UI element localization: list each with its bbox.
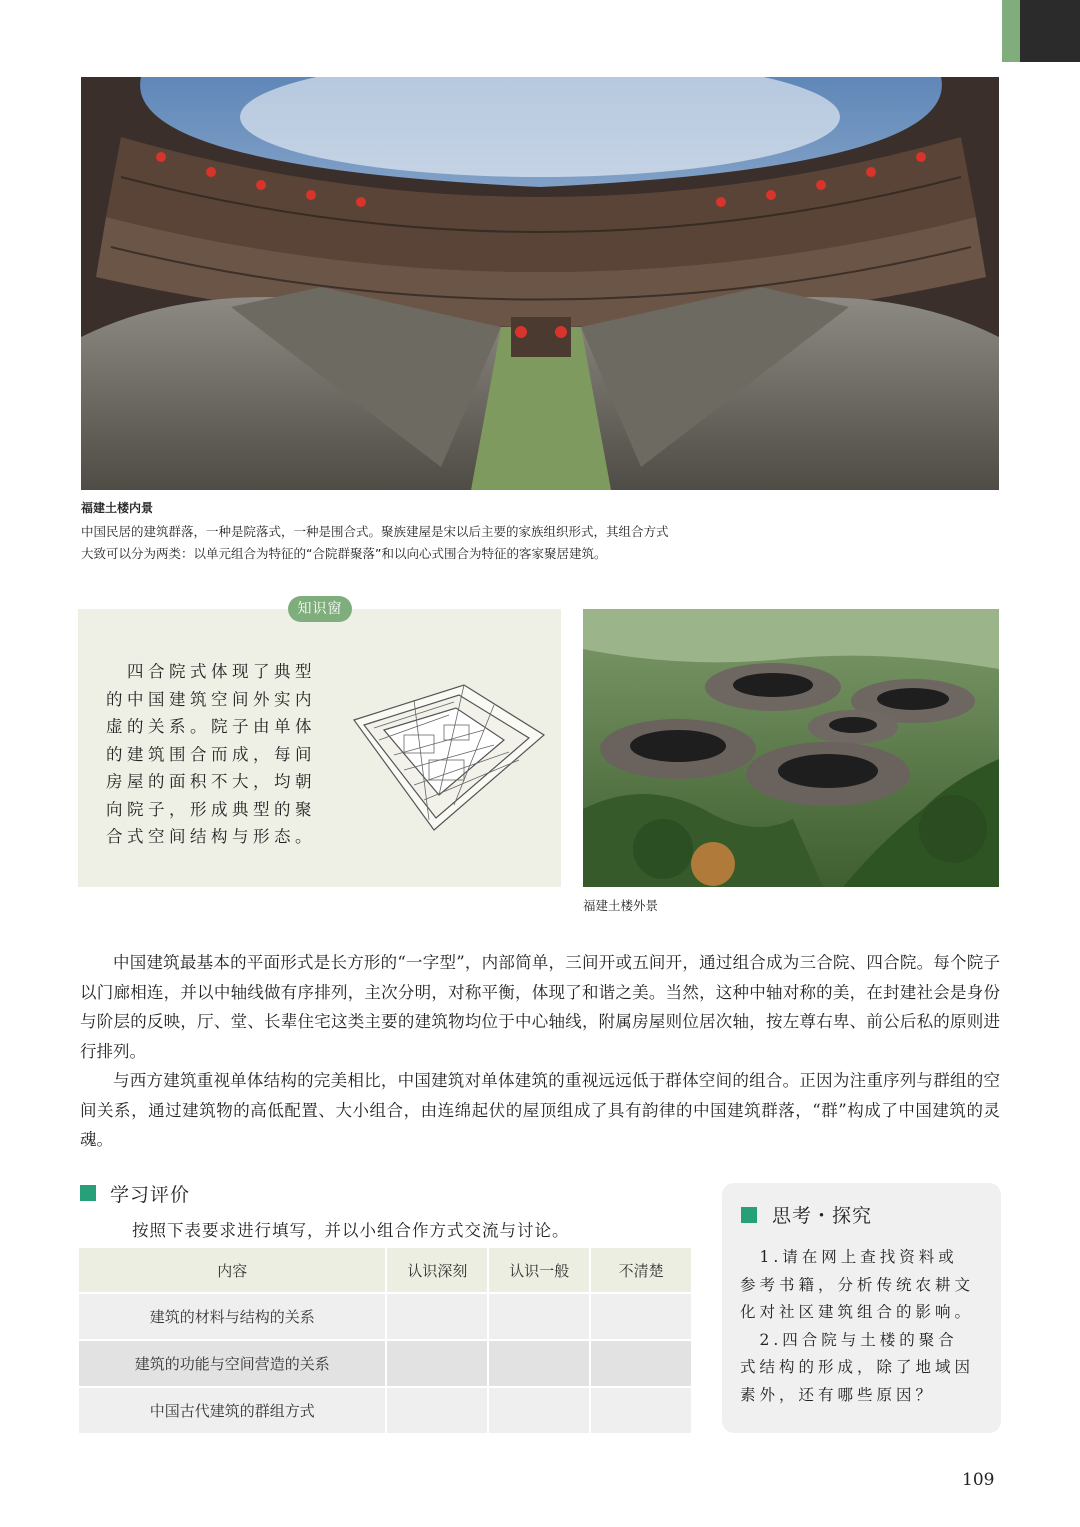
table-header-cell: 认识深刻 [386, 1248, 488, 1293]
main-photo-caption [81, 521, 981, 565]
knowledge-line: 的中国建筑空间外实内 [106, 689, 316, 709]
think-explore-text [740, 1244, 988, 1409]
think-line: 素外，还有哪些原因？ [740, 1385, 936, 1404]
think-line: 2.四合院与土楼的聚合 [740, 1330, 958, 1349]
tulou-exterior-photo [583, 609, 999, 887]
knowledge-line: 的建筑围合而成，每间 [106, 744, 316, 764]
table-row [79, 1293, 692, 1340]
table-cell-empty[interactable] [590, 1293, 692, 1340]
corner-tab-green [1002, 0, 1020, 62]
think-explore-title: 思考・探究 [772, 1205, 873, 1227]
think-section-marker [741, 1207, 757, 1223]
knowledge-window-badge: 知识窗 [288, 596, 352, 622]
exterior-photo-caption: 福建土楼外景 [583, 898, 659, 913]
table-header-row [79, 1248, 692, 1293]
knowledge-line: 合式空间结构与形态。 [106, 827, 316, 846]
evaluation-instruction: 按照下表要求进行填写，并以小组合作方式交流与讨论。 [132, 1221, 570, 1240]
table-row-label: 中国古代建筑的群组方式 [79, 1387, 386, 1434]
knowledge-line: 四合院式体现了典型 [106, 662, 316, 681]
table-row-label: 建筑的材料与结构的关系 [79, 1293, 386, 1340]
table-header-cell: 内容 [79, 1248, 386, 1293]
think-line: 式结构的形成，除了地域因 [740, 1358, 975, 1376]
body-paragraph: 与西方建筑重视单体结构的完美相比，中国建筑对单体建筑的重视远远低于群体空间的组合。正因为注重序列与群组的空间关系，通过建筑物的高低配置、大小组合，由连绵起伏的屋顶组成了具有韵律的中国建筑群落，“群”构成了中国建筑的灵魂。 [80, 1071, 1000, 1149]
table-cell-empty[interactable] [488, 1293, 590, 1340]
evaluation-title: 学习评价 [110, 1184, 191, 1206]
knowledge-window-text [106, 658, 328, 851]
body-text [80, 948, 1000, 1155]
table-header-cell: 认识一般 [488, 1248, 590, 1293]
body-paragraph: 中国建筑最基本的平面形式是长方形的“一字型”，内部简单，三间开或五间开，通过组合成为三合院、四合院。每个院子以门廊相连，并以中轴线做有序排列，主次分明，对称平衡，体现了和谐之美。当然，这种中轴对称的美，在封建社会是身份与阶层的反映，厅、堂、长辈住宅这类主要的建筑物均位于中心轴线，附属房屋则位居次轴，按左尊右卑、前公后私的原则进行排列。 [80, 953, 1000, 1061]
table-cell-empty[interactable] [488, 1340, 590, 1387]
siheyuan-sketch-illustration [344, 680, 549, 832]
think-line: 参考书籍，分析传统农耕文 [740, 1275, 975, 1294]
table-cell-empty[interactable] [386, 1340, 488, 1387]
evaluation-table [79, 1248, 693, 1435]
table-cell-empty[interactable] [488, 1387, 590, 1434]
page-number: 109 [962, 1470, 995, 1490]
table-cell-empty[interactable] [590, 1340, 692, 1387]
table-cell-empty[interactable] [386, 1387, 488, 1434]
main-photo-caption-line: 中国民居的建筑群落，一种是院落式，一种是围合式。聚族建屋是宋以后主要的家族组织形式，其组合方式 [81, 524, 669, 539]
table-cell-empty[interactable] [386, 1293, 488, 1340]
think-line: 化对社区建筑组合的影响。 [740, 1303, 975, 1321]
table-header-cell: 不清楚 [590, 1248, 692, 1293]
main-photo-caption-line: 大致可以分为两类：以单元组合为特征的“合院群聚落”和以向心式围合为特征的客家聚居建筑。 [81, 546, 607, 561]
table-row-label: 建筑的功能与空间营造的关系 [79, 1340, 386, 1387]
table-row [79, 1340, 692, 1387]
think-line: 1.请在网上查找资料或 [740, 1248, 958, 1266]
evaluation-section-marker [80, 1185, 96, 1201]
main-photo-caption-title: 福建土楼内景 [81, 501, 154, 515]
knowledge-line: 向院子，形成典型的聚 [106, 799, 316, 819]
table-cell-empty[interactable] [590, 1387, 692, 1434]
corner-tab-dark [1020, 0, 1080, 62]
knowledge-line: 房屋的面积不大，均朝 [106, 772, 316, 791]
table-row [79, 1387, 692, 1434]
knowledge-line: 虚的关系。院子由单体 [106, 717, 316, 736]
tulou-interior-photo [81, 77, 999, 490]
